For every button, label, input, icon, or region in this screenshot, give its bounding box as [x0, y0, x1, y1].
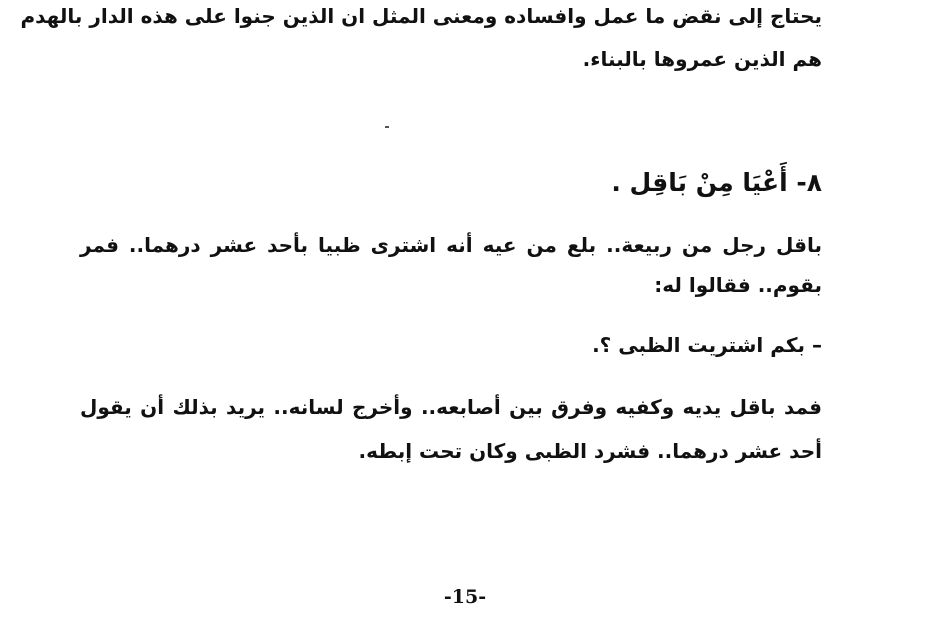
intro-paragraph-line-1: يحتاج إلى نقض ما عمل وافساده ومعنى المثل ان الذين جنوا على هذه الدار بالهدم — [20, 4, 822, 28]
section-heading: ٨- أَعْيَا مِنْ بَاقِل . — [611, 168, 822, 197]
closing-paragraph-line-1: فمد باقل يديه وكفيه وفرق بين أصابعه.. وأخرج لسانه.. يريد بذلك أن يقول — [80, 395, 822, 419]
scan-speck — [385, 126, 389, 128]
dialogue-line: – بكم اشتريت الظبى ؟. — [592, 333, 822, 357]
page-number: -15- — [443, 586, 487, 608]
story-paragraph-line-2: بقوم.. فقالوا له: — [654, 273, 822, 297]
story-paragraph-line-1: باقل رجل من ربيعة.. بلع من عيه أنه اشترى ظبيا بأحد عشر درهما.. فمر — [80, 233, 822, 257]
intro-paragraph-line-2: هم الذين عمروها بالبناء. — [582, 47, 822, 71]
closing-paragraph-line-2: أحد عشر درهما.. فشرد الظبى وكان تحت إبطه. — [358, 439, 822, 463]
